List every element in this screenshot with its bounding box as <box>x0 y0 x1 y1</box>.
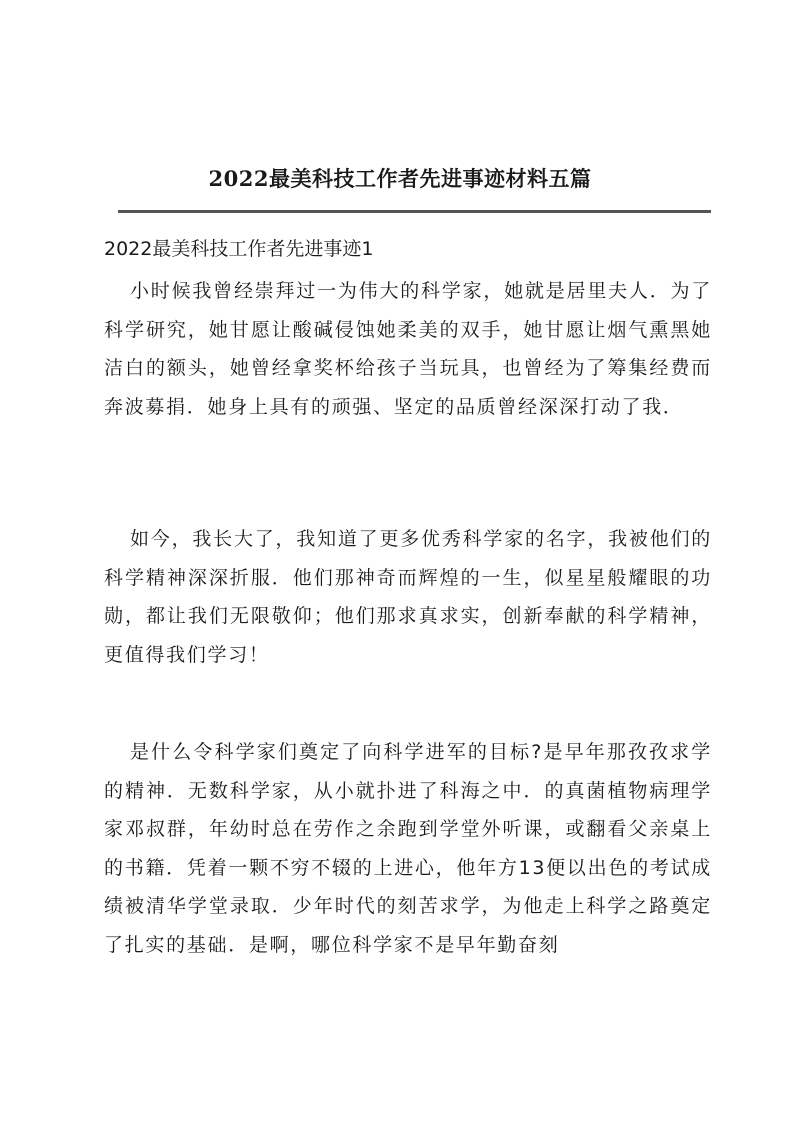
section-heading: 2022最美科技工作者先进事迹1 <box>104 238 374 260</box>
document-title: 2022最美科技工作者先进事迹材料五篇 <box>208 166 592 191</box>
paragraph-1: 小时候我曾经崇拜过一为伟大的科学家，她就是居里夫人．为了科学研究，她甘愿让酸碱侵蚀她柔美的双手，她甘愿让烟气熏黑她洁白的额头，她曾经拿奖杯给孩子当玩具，也曾经为了筹集经费而奔波募捐．她身上具有的顽强、坚定的品质曾经深深打动了我． <box>104 280 712 418</box>
paragraph-2: 如今，我长大了，我知道了更多优秀科学家的名字，我被他们的科学精神深深折服．他们那神奇而辉煌的一生，似星星般耀眼的功勋，都让我们无限敬仰；他们那求真求实，创新奉献的科学精神，更值得我们学习！ <box>104 528 712 666</box>
paragraph-3: 是什么令科学家们奠定了向科学进军的目标?是早年那孜孜求学的精神．无数科学家，从小就扑进了科海之中．的真菌植物病理学家邓叔群，年幼时总在劳作之余跑到学堂外听课，或翻看父亲桌上的书籍．凭着一颗不穷不辍的上进心，他年方13便以出色的考试成绩被清华学堂录取．少年时代的刻苦求学，为他走上科学之路奠定了扎实的基础．是啊，哪位科学家不是早年勤奋刻 <box>104 741 712 956</box>
title-underline-rule <box>118 210 711 213</box>
